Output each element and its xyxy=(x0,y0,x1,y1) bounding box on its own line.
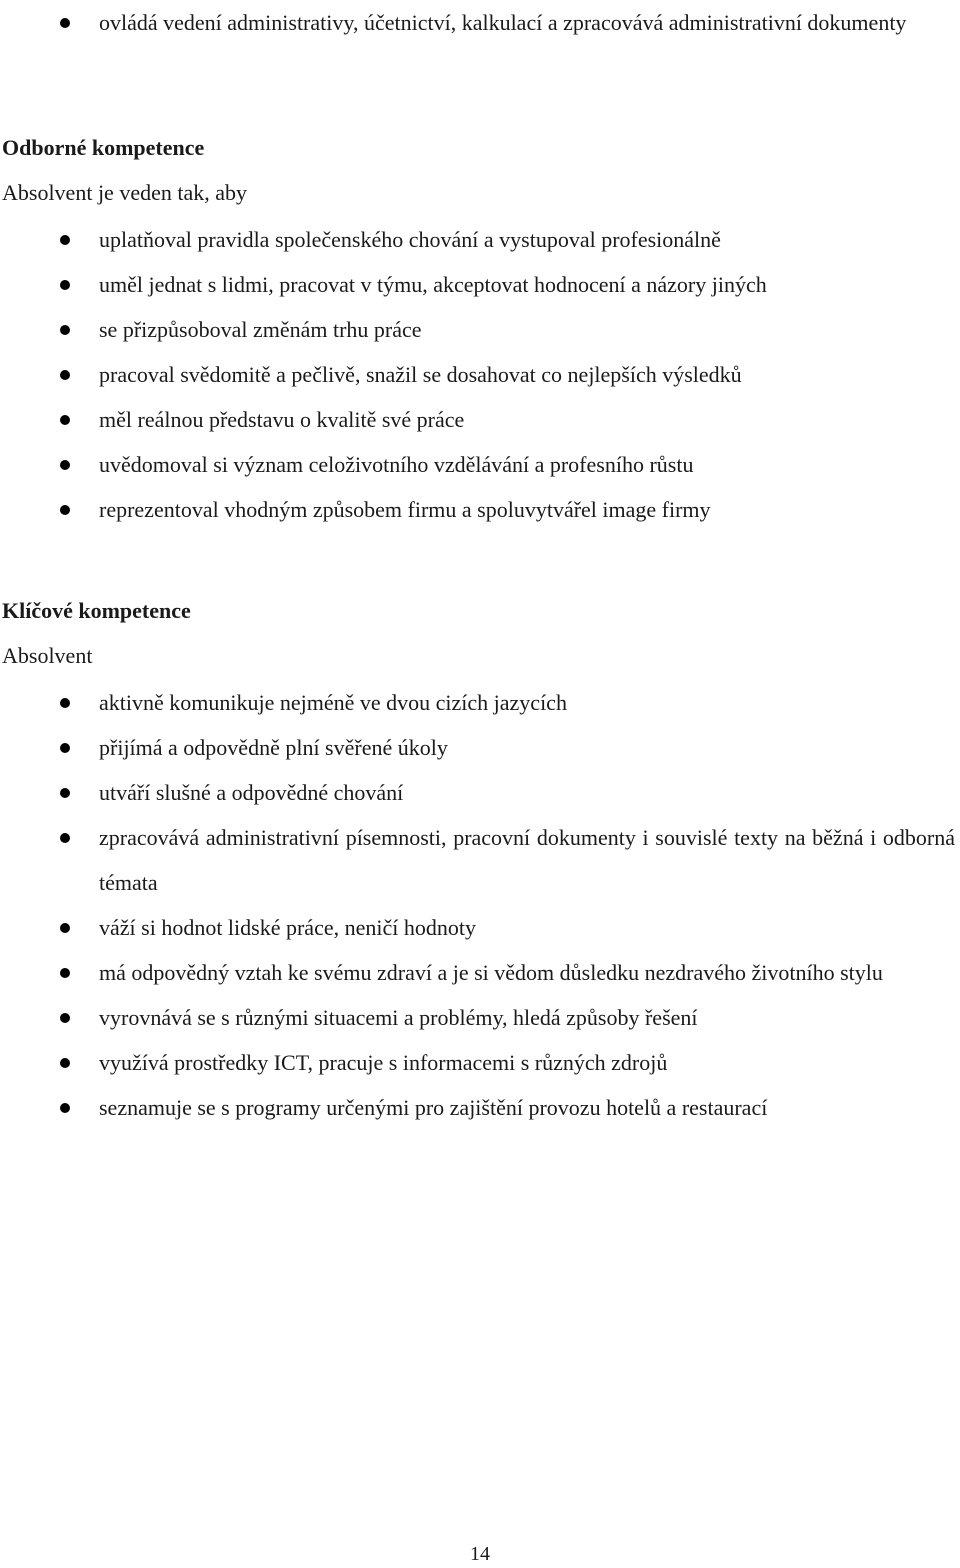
list-item-text: má odpovědný vztah ke svému zdraví a je si vědom důsledku nezdravého životního stylu xyxy=(99,960,883,985)
list-item xyxy=(0,680,955,725)
competence-list xyxy=(0,680,955,1130)
list-item-text: váží si hodnot lidské práce, neničí hodnoty xyxy=(99,915,476,940)
list-item xyxy=(0,1040,955,1085)
list-item-text: využívá prostředky ICT, pracuje s informacemi s různých zdrojů xyxy=(99,1050,668,1075)
list-item-text: aktivně komunikuje nejméně ve dvou cizích jazycích xyxy=(99,690,567,715)
section-heading: Odborné kompetence xyxy=(2,135,205,160)
bullet-icon xyxy=(60,370,70,380)
list-item xyxy=(0,950,955,995)
list-item xyxy=(0,1085,955,1130)
bullet-icon xyxy=(60,833,70,843)
list-item xyxy=(0,442,955,487)
list-item xyxy=(0,905,955,950)
list-item xyxy=(0,217,955,262)
bullet-icon xyxy=(60,968,70,978)
list-item-text: se přizpůsoboval změnám trhu práce xyxy=(99,317,422,342)
bullet-icon xyxy=(60,235,70,245)
list-item xyxy=(0,352,955,397)
list-item xyxy=(0,487,955,532)
list-item-text: uměl jednat s lidmi, pracovat v týmu, akceptovat hodnocení a názory jiných xyxy=(99,272,767,297)
list-item-text: uplatňoval pravidla společenského chování a vystupoval profesionálně xyxy=(99,227,721,252)
bullet-icon xyxy=(60,505,70,515)
bullet-icon xyxy=(60,788,70,798)
odborne-kompetence-section xyxy=(0,125,955,532)
list-item xyxy=(0,725,955,770)
list-item xyxy=(0,770,955,815)
list-item-text: seznamuje se s programy určenými pro zajištění provozu hotelů a restaurací xyxy=(99,1095,768,1120)
page-number: 14 xyxy=(470,1543,490,1565)
bullet-icon xyxy=(60,743,70,753)
list-item-text: přijímá a odpovědně plní svěřené úkoly xyxy=(99,735,448,760)
list-item xyxy=(0,815,955,905)
bullet-icon xyxy=(60,923,70,933)
list-item-text: vyrovnává se s různými situacemi a problémy, hledá způsoby řešení xyxy=(99,1005,698,1030)
top-bullet-section xyxy=(0,0,955,45)
list-item xyxy=(0,995,955,1040)
list-item xyxy=(0,307,955,352)
bullet-icon xyxy=(60,1103,70,1113)
list-item xyxy=(0,397,955,442)
bullet-icon xyxy=(60,280,70,290)
list-item-text: měl reálnou představu o kvalitě své práce xyxy=(99,407,465,432)
list-item xyxy=(0,0,955,45)
list-item-text: reprezentoval vhodným způsobem firmu a spoluvytvářel image firmy xyxy=(99,497,711,522)
bullet-icon xyxy=(60,698,70,708)
list-item-text: ovládá vedení administrativy, účetnictví, kalkulací a zpracovává administrativní dokumenty xyxy=(99,10,907,35)
section-intro: Absolvent xyxy=(2,643,93,668)
list-item xyxy=(0,262,955,307)
top-bullet-list xyxy=(0,0,955,45)
section-heading: Klíčové kompetence xyxy=(2,598,191,623)
section-intro: Absolvent je veden tak, aby xyxy=(2,180,247,205)
klicove-kompetence-section xyxy=(0,588,955,1130)
list-item-text: uvědomoval si význam celoživotního vzdělávání a profesního růstu xyxy=(99,452,694,477)
bullet-icon xyxy=(60,415,70,425)
bullet-icon xyxy=(60,1058,70,1068)
bullet-icon xyxy=(60,325,70,335)
list-item-text: pracoval svědomitě a pečlivě, snažil se dosahovat co nejlepších výsledků xyxy=(99,362,742,387)
bullet-icon xyxy=(60,1013,70,1023)
list-item-text: zpracovává administrativní písemnosti, pracovní dokumenty i souvislé texty na běžná i odborná témata xyxy=(99,825,955,895)
competence-list xyxy=(0,217,955,532)
list-item-text: utváří slušné a odpovědné chování xyxy=(99,780,404,805)
bullet-icon xyxy=(60,460,70,470)
bullet-icon xyxy=(60,18,70,28)
